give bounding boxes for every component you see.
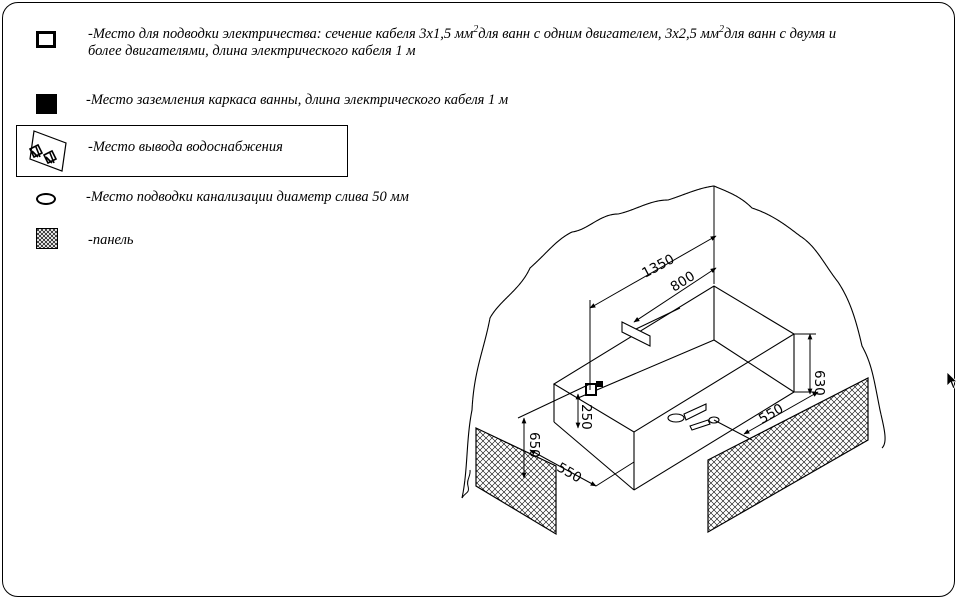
dim-650: 650 bbox=[526, 432, 542, 458]
side-panel bbox=[708, 378, 868, 532]
legend-panel: -панель bbox=[88, 232, 134, 248]
dim-1350: 1350 bbox=[639, 251, 678, 282]
legend-grounding: -Место заземления каркаса ванны, длина электрического кабеля 1 м bbox=[86, 92, 509, 108]
front-panel bbox=[476, 428, 556, 534]
dim-630: 630 bbox=[811, 370, 827, 396]
dim-800: 800 bbox=[667, 268, 698, 296]
mouse-cursor-icon bbox=[946, 371, 959, 391]
legend-water: -Место вывода водоснабжения bbox=[88, 139, 283, 155]
dim-550-right: 550 bbox=[756, 400, 787, 428]
dim-550-front: 550 bbox=[554, 459, 585, 487]
legend-drain: -Место подводки канализации диаметр слива 50 мм bbox=[86, 189, 409, 205]
dim-250: 250 bbox=[578, 404, 594, 430]
legend-electric-line2: более двигателями, длина электрического кабеля 1 м bbox=[88, 43, 416, 59]
legend-electric-line1: -Место для подводки электричества: сечение кабеля 3х1,5 $мм^2для$ ванн с одним двигателем, 3х2,5 $мм^2для$ ванн с двумя и bbox=[88, 24, 837, 42]
